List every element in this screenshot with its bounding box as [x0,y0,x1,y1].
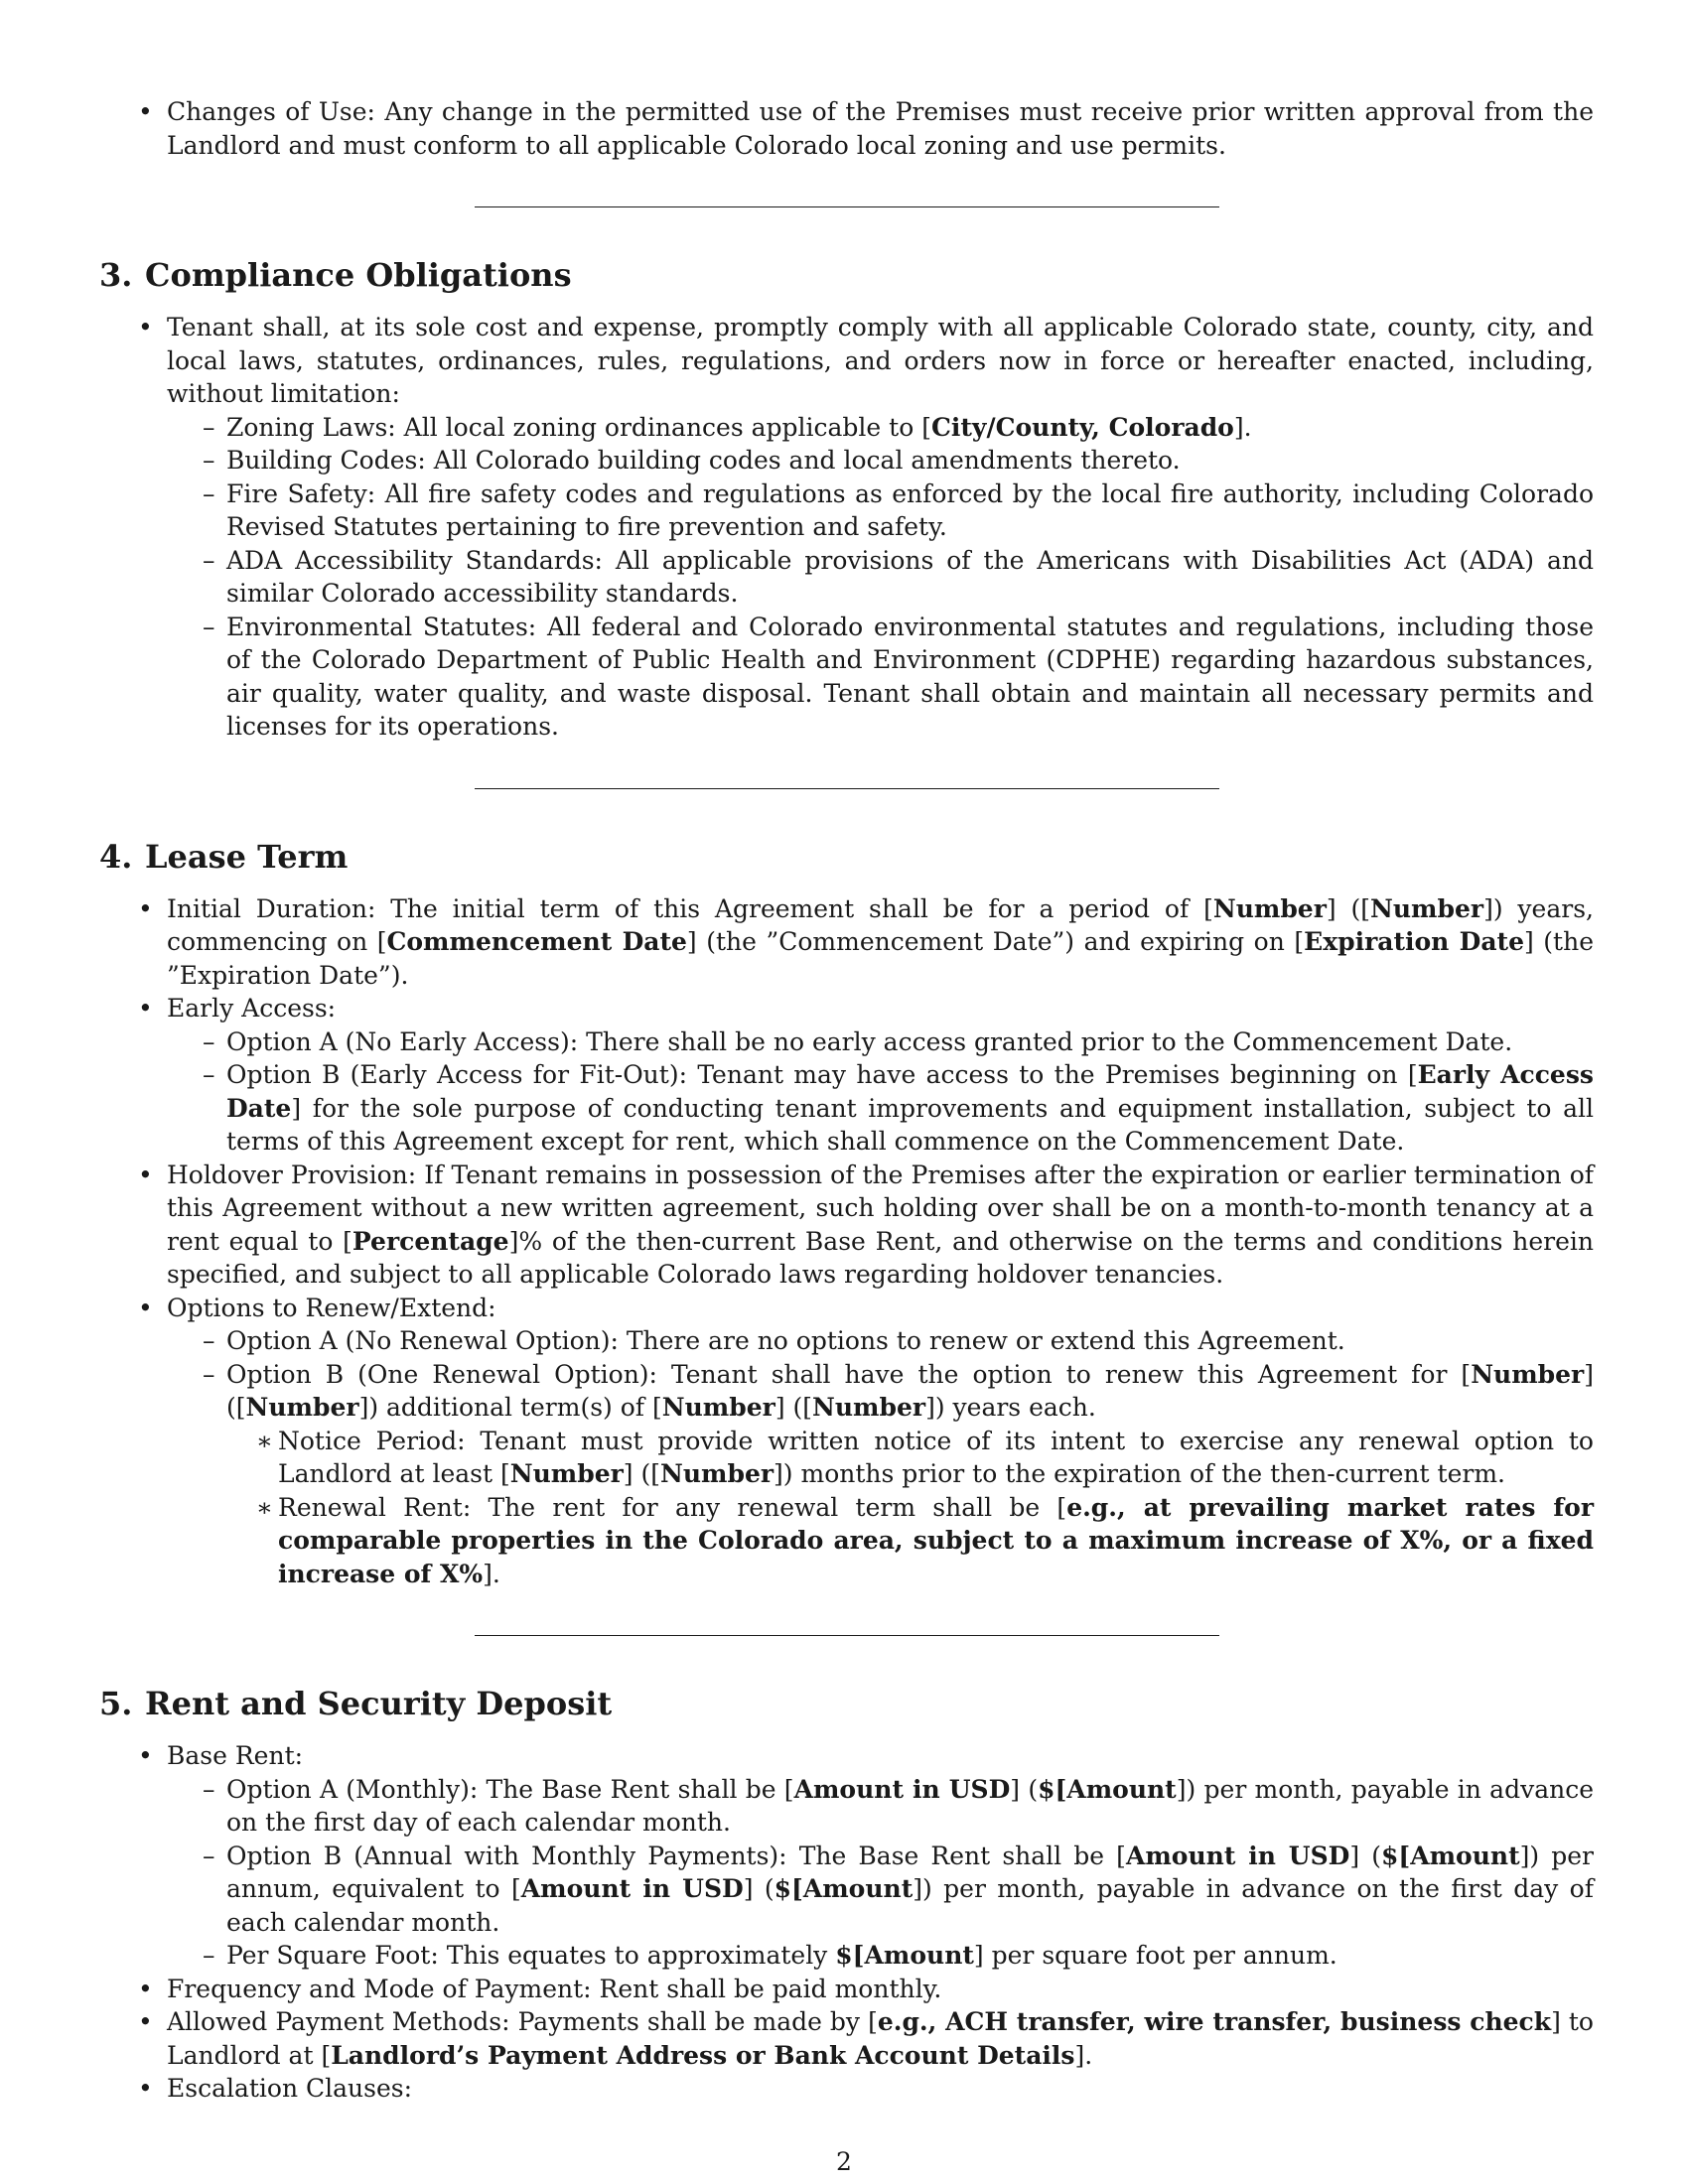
document-page [99,95,1594,2106]
zoning-laws-item: – Zoning Laws: All local zoning ordinances applicable to [City/County, Colorado]. [167,411,1594,445]
escalation-clauses-item: • Escalation Clauses: [99,2072,1594,2106]
holdover-item: • Holdover Provision: If Tenant remains in possession of the Premises after the expiration or earlier termination of this Agreement without a new written agreement, such holding over shall be on a month-to-month tenancy at a rent equal to [Percentage]% of the then-current Base Rent, and otherwise on the terms and conditions herein specified, and subject to all applicable Colorado laws regarding holdover tenancies. [99,1159,1594,1292]
renew-option-b: – Option B (One Renewal Option): Tenant shall have the option to renew this Agreement for [Number] ([Number]) additional term(s) of [Number] ([Number]) years each. ∗ Notice Period: Tenant must provide written notice of its intent to exercise any renewal option to Landlord at least [Number] ([Number]) months prior to the expiration of the then-current term. ∗ Renewal Rent: The rent for any renewal term shall be [e.g., at prevailing market rates for comparable properties in the Colorado area, subject to a maximum increase of X%, or a fixed increase of X%]. [167,1358,1594,1591]
section-divider [475,788,1219,789]
per-square-foot-item: – Per Square Foot: This equates to approximately $[Amount] per square foot per annum. [167,1939,1594,1973]
section-4-heading: 4. Lease Term [99,837,349,876]
early-access-item: • Early Access: – Option A (No Early Access): There shall be no early access granted prior to the Commencement Date. – Option B (Early Access for Fit-Out): Tenant may have access to the Premises beginning on [Early Access Date] for the sole purpose of conducting tenant improvements and equipment installation, subject to all terms of this Agreement except for rent, which shall commence on the Commencement Date. [99,992,1594,1159]
renew-options-item: • Options to Renew/Extend: – Option A (No Renewal Option): There are no options to renew or extend this Agreement. – Option B (One Renewal Option): Tenant shall have the option to renew this Agreement for [Number] ([Number]) additional term(s) of [Number] ([Number]) years each. ∗ Notice Period: Tenant must provide written notice of its intent to exercise any renewal option to Landlord at least [Number] ([Number]) months prior to the expiration of the then-current term. ∗ Renewal Rent: The rent for any renewal term shall be [e.g., at prevailing market rates for comparable properties in the Colorado area, subject to a maximum increase of X%, or a fixed increase of X%]. [99,1292,1594,1591]
early-access-option-b: – Option B (Early Access for Fit-Out): Tenant may have access to the Premises beginning on [Early Access Date] for the sole purpose of conducting tenant improvements and equipment installation, subject to all terms of this Agreement except for rent, which shall commence on the Commencement Date. [167,1058,1594,1159]
base-rent-option-a: – Option A (Monthly): The Base Rent shall be [Amount in USD] ($[Amount]) per month, payable in advance on the first day of each calendar month. [167,1773,1594,1840]
environmental-item: – Environmental Statutes: All federal and Colorado environmental statutes and regulations, including those of the Colorado Department of Public Health and Environment (CDPHE) regarding hazardous substances, air quality, water quality, and waste disposal. Tenant shall obtain and maintain all necessary permits and licenses for its operations. [167,611,1594,744]
fire-safety-item: – Fire Safety: All fire safety codes and regulations as enforced by the local fire authority, including Colorado Revised Statutes pertaining to fire prevention and safety. [167,478,1594,544]
payment-methods-item: • Allowed Payment Methods: Payments shall be made by [e.g., ACH transfer, wire transfer, business check] to Landlord at [Landlord’s Payment Address or Bank Account Details]. [99,2005,1594,2072]
section-5-heading: 5. Rent and Security Deposit [99,1685,613,1722]
renew-option-a: – Option A (No Renewal Option): There are no options to renew or extend this Agreement. [167,1324,1594,1358]
page-number: 2 [836,2147,852,2176]
early-access-option-a: – Option A (No Early Access): There shall be no early access granted prior to the Commencement Date. [167,1025,1594,1059]
section-divider [475,206,1219,207]
section-3-list [99,311,1594,744]
payment-frequency-item: • Frequency and Mode of Payment: Rent shall be paid monthly. [99,1973,1594,2006]
changes-of-use-item: • Changes of Use: Any change in the permitted use of the Premises must receive prior written approval from the Landlord and must conform to all applicable Colorado local zoning and use permits. [99,95,1594,162]
notice-period-item: ∗ Notice Period: Tenant must provide written notice of its intent to exercise any renewal option to Landlord at least [Number] ([Number]) months prior to the expiration of the then-current term. [226,1425,1594,1491]
section-3-heading: 3. Compliance Obligations [99,256,572,294]
section-5-list [99,1739,1594,2106]
intro-list [99,95,1594,162]
renewal-rent-item: ∗ Renewal Rent: The rent for any renewal term shall be [e.g., at prevailing market rates for comparable properties in the Colorado area, subject to a maximum increase of X%, or a fixed increase of X%]. [226,1491,1594,1591]
initial-duration-item: • Initial Duration: The initial term of this Agreement shall be for a period of [Number] ([Number]) years, commencing on [Commencement Date] (the ”Commencement Date”) and expiring on [Expiration Date] (the ”Expiration Date”). [99,892,1594,993]
ada-item: – ADA Accessibility Standards: All applicable provisions of the Americans with Disabilities Act (ADA) and similar Colorado accessibility standards. [167,544,1594,611]
section-divider [475,1635,1219,1636]
building-codes-item: – Building Codes: All Colorado building codes and local amendments thereto. [167,444,1594,478]
base-rent-item: • Base Rent: – Option A (Monthly): The Base Rent shall be [Amount in USD] ($[Amount]) per month, payable in advance on the first day of each calendar month. – Option B (Annual with Monthly Payments): The Base Rent shall be [Amount in USD] ($[Amount]) per annum, equivalent to [Amount in USD] ($[Amount]) per month, payable in advance on the first day of each calendar month. – Per Square Foot: This equates to approximately $[Amount] per square foot per annum. [99,1739,1594,1973]
compliance-intro-item: • Tenant shall, at its sole cost and expense, promptly comply with all applicable Colorado state, county, city, and local laws, statutes, ordinances, rules, regulations, and orders now in force or hereafter enacted, including, without limitation: – Zoning Laws: All local zoning ordinances applicable to [City/County, Colorado]. – Building Codes: All Colorado building codes and local amendments thereto. – Fire Safety: All fire safety codes and regulations as enforced by the local fire authority, including Colorado Revised Statutes pertaining to fire prevention and safety. – ADA Accessibility Standards: All applicable provisions of the Americans with Disabilities Act (ADA) and similar Colorado accessibility standards. – Environmental Statutes: All federal and Colorado environmental statutes and regulations, including those of the Colorado Department of Public Health and Environment (CDPHE) regarding hazardous substances, air quality, water quality, and waste disposal. Tenant shall obtain and maintain all necessary permits and licenses for its operations. [99,311,1594,744]
compliance-sublist [167,411,1594,744]
section-4-list [99,892,1594,1591]
base-rent-option-b: – Option B (Annual with Monthly Payments): The Base Rent shall be [Amount in USD] ($[Amount]) per annum, equivalent to [Amount in USD] ($[Amount]) per month, payable in advance on the first day of each calendar month. [167,1840,1594,1940]
